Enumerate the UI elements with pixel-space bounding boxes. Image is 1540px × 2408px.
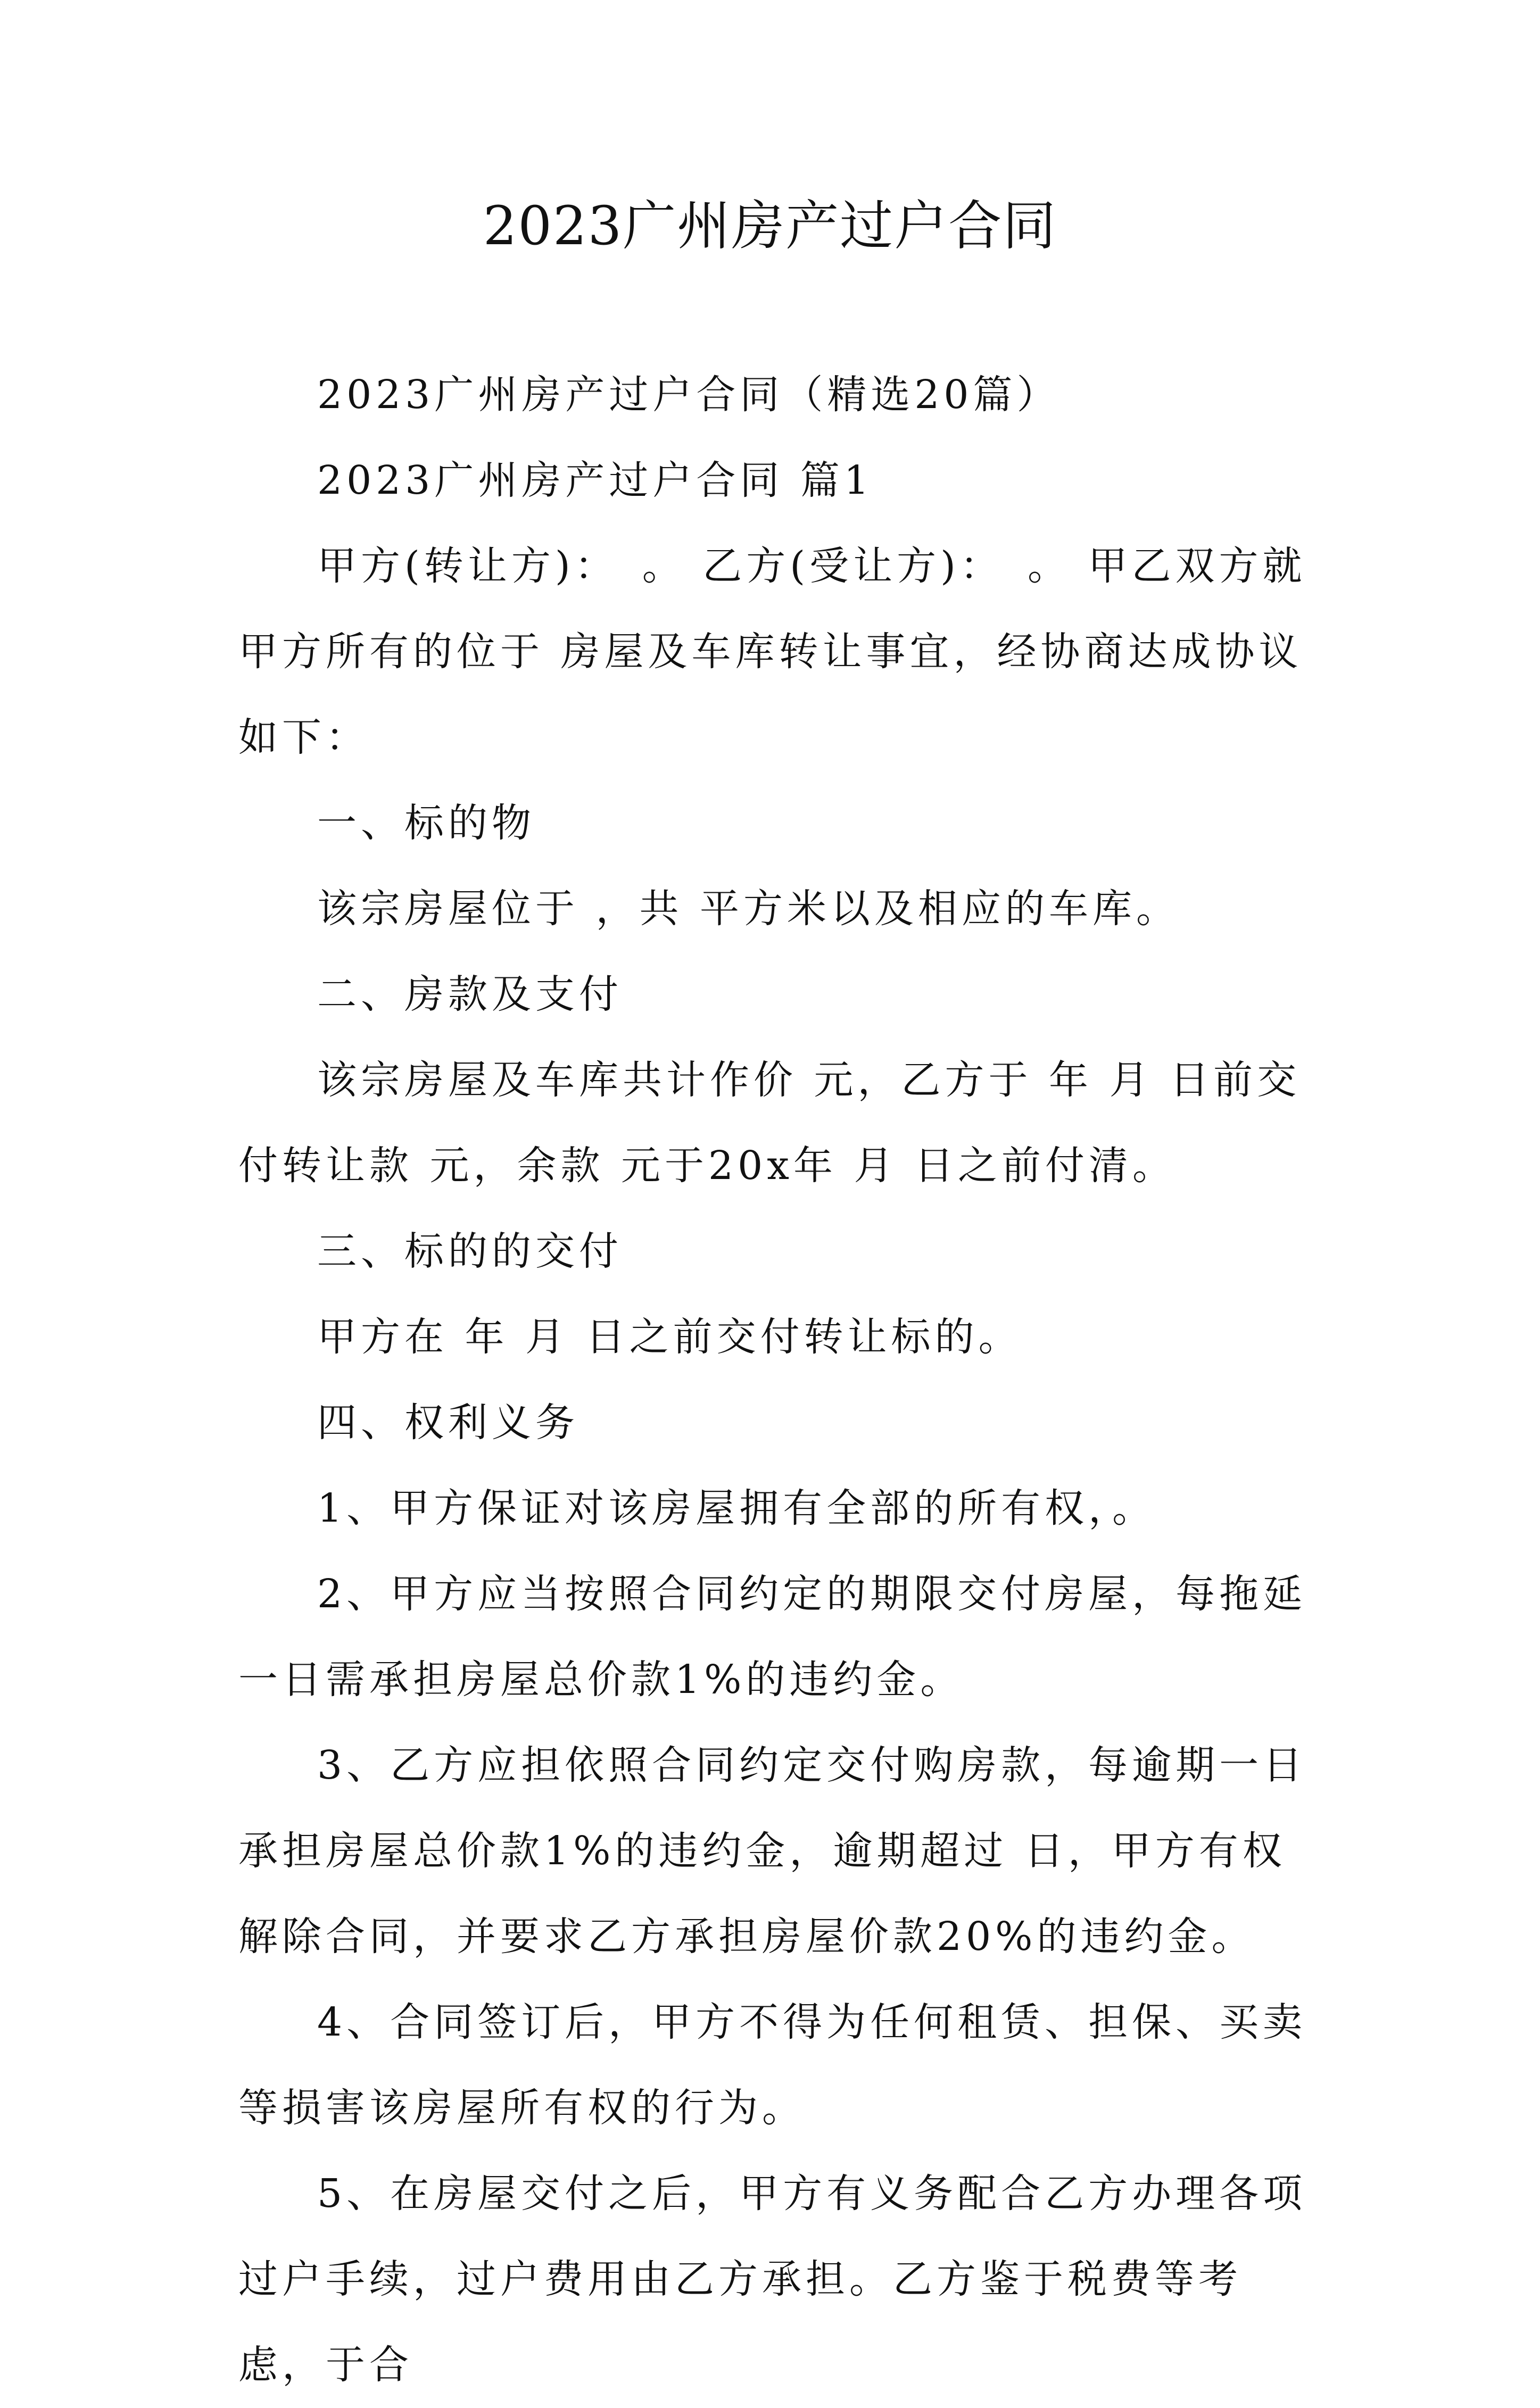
paragraph-payment-detail: 该宗房屋及车库共计作价 元，乙方于 年 月 日前交付转让款 元，余款 元于20x年 月 日之前付清。 <box>238 1057 1301 1189</box>
rights-item-4: 4、合同签订后，甲方不得为任何租赁、担保、买卖等损害该房屋所有权的行为。 <box>238 1999 1307 2131</box>
rights-item-1: 1、甲方保证对该房屋拥有全部的所有权，。 <box>317 1485 1156 1531</box>
rights-item-2: 2、甲方应当按照合同约定的期限交付房屋，每拖延一日需承担房屋总价款1%的违约金。 <box>238 1571 1307 1703</box>
paragraph-section-heading: 2023广州房产过户合同 篇1 <box>317 458 873 503</box>
document-body <box>238 352 1324 2408</box>
clause-heading-payment: 二、房款及支付 <box>317 971 623 1017</box>
clause-heading-delivery: 三、标的的交付 <box>317 1228 623 1274</box>
rights-item-5: 5、在房屋交付之后，甲方有义务配合乙方办理各项过户手续，过户费用由乙方承担。乙方鉴于税费等考虑，于合 <box>238 2171 1307 2388</box>
clause-heading-subject: 一、标的物 <box>317 800 535 846</box>
paragraph-parties: 甲方(转让方)： 。 乙方(受让方)： 。 甲乙双方就甲方所有的位于 房屋及车库转让事宜，经协商达成协议如下： <box>238 543 1306 760</box>
paragraph-delivery-detail: 甲方在 年 月 日之前交付转让标的。 <box>317 1314 1022 1360</box>
clause-heading-rights: 四、权利义务 <box>317 1400 579 1446</box>
document-title: 2023广州房产过户合同 <box>483 195 1057 257</box>
paragraph-subtitle: 2023广州房产过户合同（精选20篇） <box>317 372 1061 418</box>
paragraph-subject-detail: 该宗房屋位于 ，共 平方米以及相应的车库。 <box>317 886 1180 932</box>
rights-item-3: 3、乙方应担依照合同约定交付购房款，每逾期一日承担房屋总价款1%的违约金，逾期超过 日，甲方有权解除合同，并要求乙方承担房屋价款20%的违约金。 <box>238 1742 1307 1959</box>
